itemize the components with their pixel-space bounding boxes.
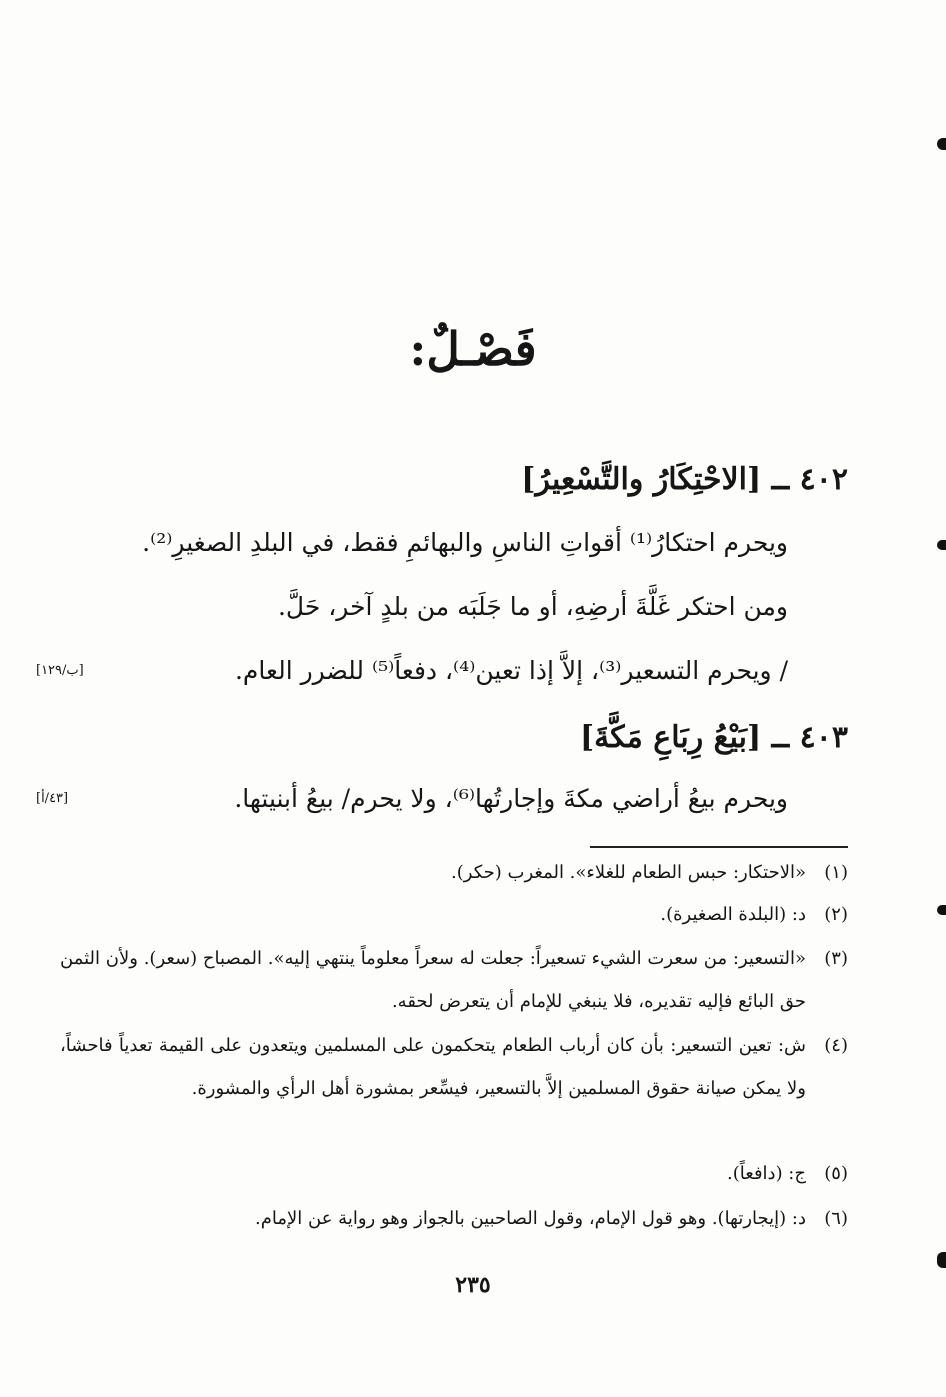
footnote-text: ج: (دافعاً). xyxy=(727,1163,806,1184)
margin-reference: [٤٣/أ] xyxy=(36,791,69,806)
footnote-number: (٦) xyxy=(824,1208,848,1229)
footnote-text: «التسعير: من سعرت الشيء تسعيراً: جعلت له سعراً معلوماً ينتهي إليه». المصباح (سعر). ولأن الثمن حق البائع فإليه تقديره، فلا ينبغي للإمام أن يتعرض لحقه. xyxy=(60,948,806,1012)
page-edge-mark xyxy=(937,138,946,150)
page-edge-mark xyxy=(937,1252,946,1268)
footnote-text: د: (البلدة الصغيرة). xyxy=(660,904,806,925)
text-line: ويحرم احتكارُ⁽¹⁾ أقواتِ الناسِ والبهائمِ فقط، في البلدِ الصغيرِ⁽²⁾. xyxy=(142,528,788,557)
footnote-number: (٤) xyxy=(824,1035,848,1056)
footnote-text: د: (إيجارتها). وهو قول الإمام، وقول الصاحبين بالجواز وهو رواية عن الإمام. xyxy=(255,1208,806,1229)
footnote-number: (٥) xyxy=(824,1163,848,1184)
footnote-text: ش: تعين التسعير: بأن كان أرباب الطعام يتحكمون على المسلمين ويتعدون على القيمة تعدياً فاحشاً، ولا يمكن صيانة حقوق المسلمين إلاَّ بالتسعير، فيسِّعر بمشورة أهل الرأي والمشورة. xyxy=(60,1035,806,1099)
section-heading-402: ٤٠٢ ــ [الاحْتِكَارُ والتَّسْعِيرُ] xyxy=(521,462,848,497)
footnote-number: (١) xyxy=(824,862,848,883)
footnote-number: (٣) xyxy=(824,948,848,969)
footnote-number: (٢) xyxy=(824,904,848,925)
text-line: / ويحرم التسعير⁽³⁾، إلاَّ إذا تعين⁽⁴⁾، دفعاً⁽⁵⁾ للضرر العام. xyxy=(234,656,788,685)
footnote-text: «الاحتكار: حبس الطعام للغلاء». المغرب (حكر). xyxy=(451,862,806,883)
text-line: ويحرم بيعُ أراضي مكةَ وإجارتُها⁽⁶⁾، ولا يحرم/ بيعُ أبنيتها. xyxy=(234,784,788,813)
text-line: ومن احتكر غَلَّةَ أرضِهِ، أو ما جَلَبَه من بلدٍ آخر، حَلَّ. xyxy=(277,592,788,621)
section-heading-403: ٤٠٣ ــ [بَيْعُ رِبَاعِ مَكَّةَ] xyxy=(579,720,848,755)
page-number: ٢٣٥ xyxy=(455,1272,491,1298)
page-edge-mark xyxy=(937,540,946,550)
chapter-title: فَصْـلٌ: xyxy=(409,322,537,376)
footnote-separator xyxy=(590,846,848,848)
margin-reference: [ب/١٢٩] xyxy=(36,663,84,678)
page-edge-mark xyxy=(937,905,946,915)
